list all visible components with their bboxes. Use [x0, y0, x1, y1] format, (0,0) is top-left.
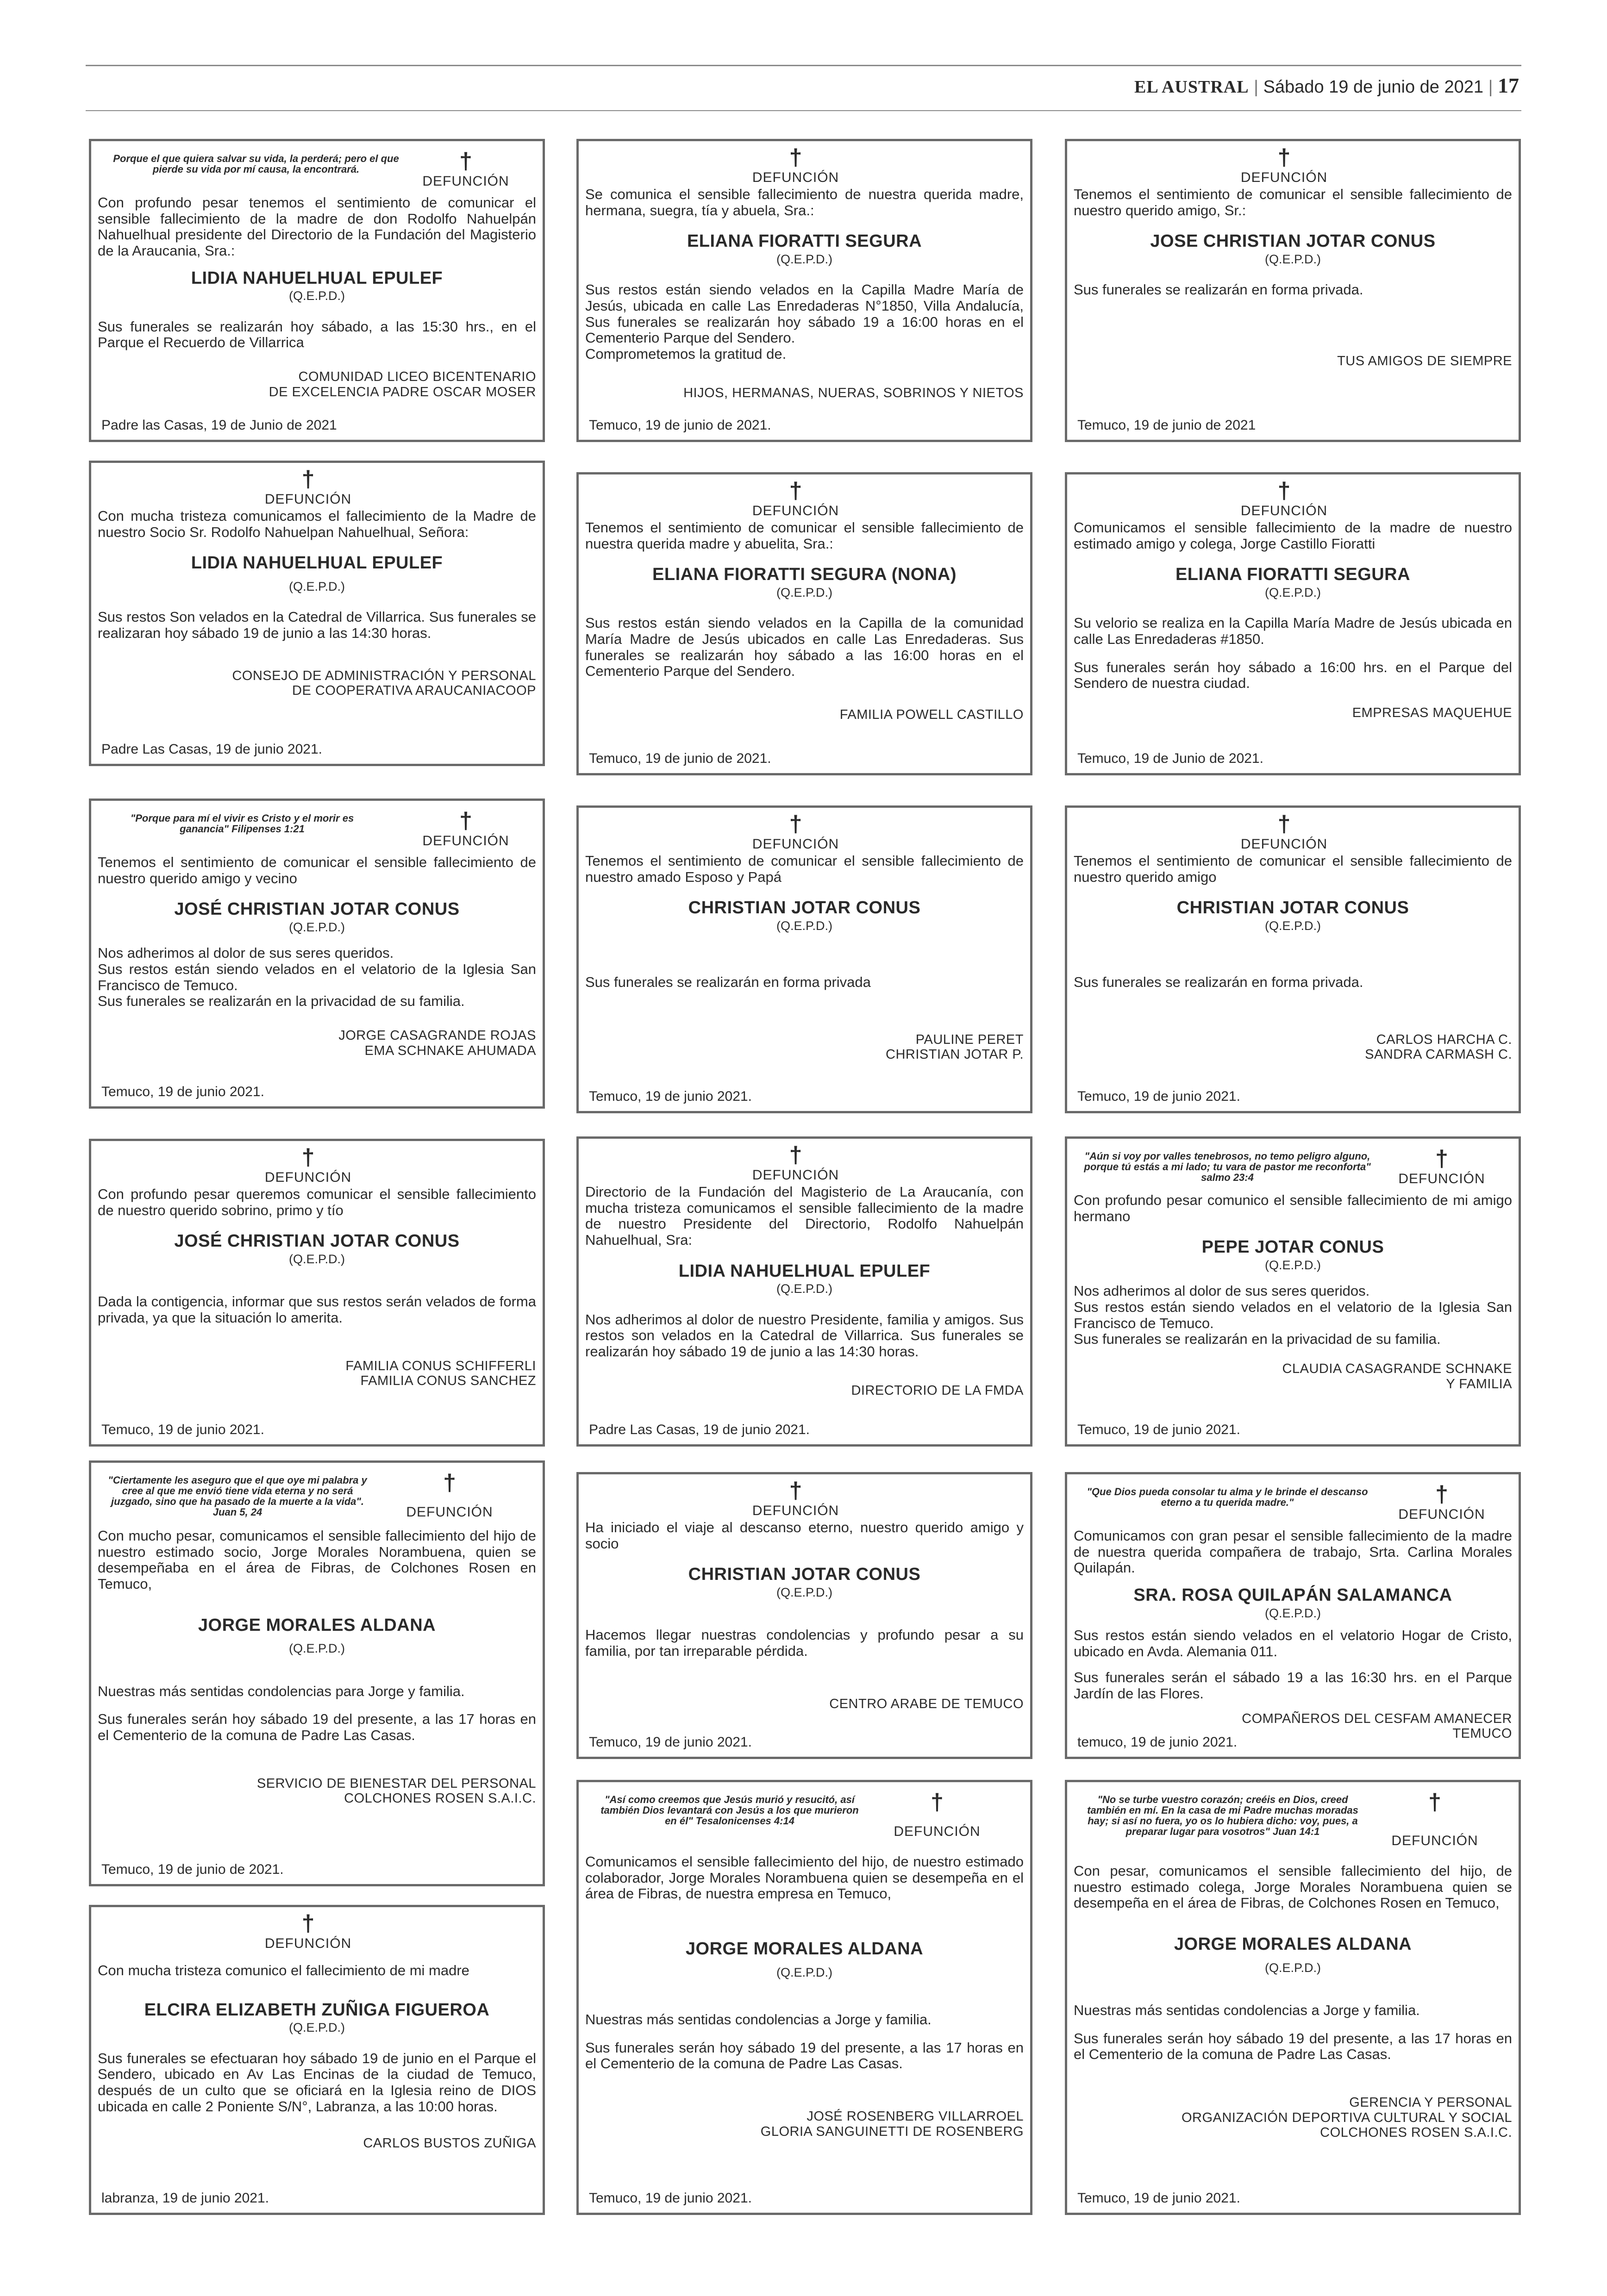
cross-icon: † — [1277, 811, 1291, 837]
signer-line: DE EXCELENCIA PADRE OSCAR MOSER — [269, 384, 536, 399]
cross-icon: † — [301, 466, 315, 492]
qepd-label: (Q.E.P.D.) — [776, 918, 833, 933]
notice-signers — [98, 668, 536, 699]
notice-body-2: Sus restos están siendo velados en el velatorio de la Iglesia San Francisco de Temuco. — [1074, 1298, 1512, 1331]
notice-intro: Comunicamos el sensible fallecimiento de la madre de nuestro estimado amigo y colega, Jorge Castillo Fioratti — [1074, 519, 1512, 552]
signer-line: JOSÉ ROSENBERG VILLARROEL — [807, 2109, 1024, 2124]
notice-date: Temuco, 19 de junio de 2021. — [589, 418, 771, 433]
signer-line: ORGANIZACIÓN DEPORTIVA CULTURAL Y SOCIAL — [1181, 2110, 1512, 2125]
cross-icon: † — [1277, 144, 1291, 170]
signer-line: EMA SCHNAKE AHUMADA — [364, 1043, 536, 1058]
notice-body: Nos adherimos al dolor de sus seres queridos. — [1074, 1283, 1370, 1299]
notice-card — [576, 1472, 1032, 1759]
deceased-name: PEPE JOTAR CONUS — [1201, 1237, 1384, 1257]
page-number: 17 — [1498, 74, 1519, 97]
cross-icon: † — [443, 1470, 456, 1496]
deceased-name: ELIANA FIORATTI SEGURA — [1175, 565, 1411, 585]
qepd-label: (Q.E.P.D.) — [1264, 252, 1321, 266]
signer-line: CONSEJO DE ADMINISTRACIÓN Y PERSONAL — [232, 668, 536, 683]
notice-header: DEFUNCIÓN — [406, 1504, 493, 1520]
notice-body-3: Sus funerales se realizarán en la privacidad de su familia. — [98, 993, 465, 1010]
signer-line: FAMILIA CONUS SCHIFFERLI — [345, 1358, 536, 1373]
deceased-name: ELCIRA ELIZABETH ZUÑIGA FIGUEROA — [144, 2000, 490, 2020]
notice-body: Sus restos están siendo velados en la Capilla Madre María de Jesús, ubicada en calle Las Enredaderas N°1850, Villa Andalucía, Sus funerales se realizarán hoy sábado 19 a 16:00 horas en el Cementerio Parque del Sendero. — [585, 281, 1024, 346]
notice-body-2: Sus funerales serán hoy sábado 19 del presente, a las 17 horas en el Cementerio de la comuna de Padre Las Casas. — [1074, 2030, 1512, 2063]
notice-signers — [1074, 2095, 1512, 2140]
notice-header: DEFUNCIÓN — [752, 503, 839, 518]
masthead: EL AUSTRAL | Sábado 19 de junio de 2021 | 17 — [1134, 74, 1519, 97]
notice-date: Temuco, 19 de Junio de 2021. — [1077, 751, 1263, 767]
cross-icon: † — [789, 1478, 802, 1504]
notice-header: DEFUNCIÓN — [264, 1170, 352, 1185]
notice-signers — [98, 1028, 536, 1058]
notice-signers — [1074, 705, 1512, 720]
qepd-label: (Q.E.P.D.) — [288, 1252, 345, 1266]
top-rule — [86, 65, 1521, 66]
qepd-label: (Q.E.P.D.) — [776, 1965, 833, 1979]
signer-line: TUS AMIGOS DE SIEMPRE — [1337, 353, 1512, 368]
deceased-name: LIDIA NAHUELHUAL EPULEF — [191, 268, 443, 288]
notice-header: DEFUNCIÓN — [264, 492, 352, 507]
notice-card — [576, 1136, 1032, 1447]
qepd-label: (Q.E.P.D.) — [1264, 585, 1321, 599]
cross-icon: † — [459, 148, 472, 174]
deceased-name: SRA. ROSA QUILAPÁN SALAMANCA — [1133, 1585, 1452, 1605]
notice-header: DEFUNCIÓN — [1398, 1171, 1485, 1186]
notice-signers — [98, 2136, 536, 2151]
notice-body-2: Sus funerales serán el sábado 19 a las 16:30 hrs. en el Parque Jardín de las Flores. — [1074, 1669, 1512, 1702]
notice-intro: Con mucho pesar, comunicamos el sensible fallecimiento del hijo de nuestro estimado socio, Jorge Morales Norambuena, quien se desempeñaba en el área de Fibras, de Colchones Rosen en Temuco, — [98, 1528, 536, 1592]
notice-card — [1065, 1780, 1521, 2215]
signer-line: JORGE CASAGRANDE ROJAS — [338, 1028, 536, 1043]
signer-line: COMPAÑEROS DEL CESFAM AMANECER — [1242, 1711, 1512, 1726]
notice-body-2: Sus funerales serán hoy sábado 19 del presente, a las 17 horas en el Cementerio de la comuna de Padre Las Casas. — [585, 2039, 1024, 2072]
notice-body: Sus funerales se realizarán en forma privada. — [1074, 281, 1363, 298]
cross-icon: † — [1435, 1481, 1448, 1507]
notice-card — [1065, 1472, 1521, 1759]
notice-intro: Con mucha tristeza comunico el fallecimiento de mi madre — [98, 1962, 469, 1978]
notice-body: Sus restos están siendo velados en la Capilla de la comunidad María Madre de Jesús ubicados en calle Las Enredaderas. Sus funerales se realizarán hoy sábado a las 16:00 horas en el Cementerio Parque del Sendero. — [585, 615, 1024, 680]
notice-header: DEFUNCIÓN — [752, 1503, 839, 1518]
notice-body-2: Comprometemos la gratitud de. — [585, 346, 787, 362]
notice-signers — [98, 1776, 536, 1806]
notice-body: Dada la contigencia, informar que sus restos serán velados de forma privada, ya que la situación lo amerita. — [98, 1293, 536, 1326]
notice-date: Padre Las Casas, 19 de junio 2021. — [589, 1422, 810, 1438]
deceased-name: JOSÉ CHRISTIAN JOTAR CONUS — [174, 1231, 460, 1251]
notice-date: temuco, 19 de junio 2021. — [1077, 1734, 1238, 1750]
notice-body-2: Sus funerales serán hoy sábado a 16:00 hrs. en el Parque del Sendero de nuestra ciudad. — [1074, 659, 1512, 692]
notice-date: Temuco, 19 de junio de 2021. — [101, 1862, 284, 1878]
signer-line: CENTRO ARABE DE TEMUCO — [829, 1696, 1024, 1711]
notice-header: DEFUNCIÓN — [264, 1936, 352, 1951]
qepd-label: (Q.E.P.D.) — [776, 585, 833, 599]
signer-line: HIJOS, HERMANAS, NUERAS, SOBRINOS Y NIETOS — [683, 385, 1024, 400]
notice-date: Temuco, 19 de junio 2021. — [1077, 1089, 1240, 1104]
notice-body: Nuestras más sentidas condolencias a Jorge y familia. — [1074, 2002, 1420, 2018]
signer-line: COLCHONES ROSEN S.A.I.C. — [344, 1791, 536, 1806]
deceased-name: JOSE CHRISTIAN JOTAR CONUS — [1150, 231, 1436, 251]
cross-icon: † — [789, 1142, 802, 1168]
notice-card — [89, 1460, 545, 1886]
notice-card — [576, 1780, 1032, 2215]
notice-card — [576, 472, 1032, 775]
notice-intro: Tenemos el sentimiento de comunicar el sensible fallecimiento de nuestro querido amigo, Sr.: — [1074, 186, 1512, 218]
notice-header: DEFUNCIÓN — [752, 836, 839, 852]
deceased-name: JORGE MORALES ALDANA — [685, 1939, 924, 1959]
notice-intro: Tenemos el sentimiento de comunicar el sensible fallecimiento de nuestra querida madre y abuelita, Sra.: — [585, 519, 1024, 552]
notice-body-2: Sus restos están siendo velados en el velatorio de la Iglesia San Francisco de Temuco. — [98, 961, 536, 993]
qepd-label: (Q.E.P.D.) — [288, 579, 345, 593]
qepd-label: (Q.E.P.D.) — [776, 1282, 833, 1296]
notice-body: Su velorio se realiza en la Capilla María Madre de Jesús ubicada en calle Las Enredaderas #1850. — [1074, 615, 1512, 647]
notice-date: Temuco, 19 de junio de 2021 — [1077, 418, 1256, 433]
cross-icon: † — [789, 144, 802, 170]
deceased-name: CHRISTIAN JOTAR CONUS — [688, 1565, 921, 1585]
cross-icon: † — [1435, 1146, 1448, 1172]
notice-intro: Tenemos el sentimiento de comunicar el sensible fallecimiento de nuestro querido amigo — [1074, 853, 1512, 885]
deceased-name: JORGE MORALES ALDANA — [1174, 1934, 1412, 1954]
notice-body-2: Sus funerales serán hoy sábado 19 del presente, a las 17 horas en el Cementerio de la comuna de Padre Las Casas. — [98, 1711, 536, 1744]
notice-header: DEFUNCIÓN — [1240, 170, 1328, 185]
cross-icon: † — [1277, 478, 1291, 504]
notice-signers — [1074, 1361, 1512, 1391]
signer-line: GLORIA SANGUINETTI DE ROSENBERG — [760, 2124, 1024, 2139]
notice-body: Sus funerales se efectuaran hoy sábado 19 de junio en el Parque el Sendero, ubicado en Av Las Encinas de la ciudad de Temuco, después de un culto que se oficiará en la Iglesia reino de DIOS ubicada en calle 2 Poniente S/N°, Labranza, a las 10:00 horas. — [98, 2050, 536, 2115]
notice-signers — [1074, 1032, 1512, 1062]
notice-body: Sus restos Son velados en la Catedral de Villarrica. Sus funerales se realizaran hoy sábado 19 de junio a las 14:30 horas. — [98, 609, 536, 641]
notice-card — [89, 1905, 545, 2215]
signer-line: FAMILIA POWELL CASTILLO — [839, 707, 1024, 723]
notice-date: Temuco, 19 de junio 2021. — [589, 1734, 752, 1750]
cross-icon: † — [789, 478, 802, 504]
notice-signers — [98, 369, 536, 399]
signer-line: CHRISTIAN JOTAR P. — [886, 1047, 1024, 1062]
newspaper-name: EL AUSTRAL — [1134, 77, 1249, 97]
signer-line: Y FAMILIA — [1446, 1376, 1512, 1391]
notice-signers — [585, 1697, 1024, 1711]
notice-body-3: Sus funerales se realizarán en la privacidad de su familia. — [1074, 1331, 1441, 1348]
notice-signers — [585, 707, 1024, 722]
signer-line: DE COOPERATIVA ARAUCANIACOOP — [292, 683, 536, 699]
notice-date: Temuco, 19 de junio 2021. — [1077, 2190, 1240, 2206]
notice-header: DEFUNCIÓN — [894, 1824, 981, 1839]
notice-date: Temuco, 19 de junio de 2021. — [589, 751, 771, 767]
notice-card — [89, 1139, 545, 1447]
notice-signers — [1074, 354, 1512, 368]
cross-icon: † — [931, 1789, 944, 1815]
notice-card — [1065, 805, 1521, 1113]
signer-line: FAMILIA CONUS SANCHEZ — [360, 1373, 536, 1389]
notice-intro: Ha iniciado el viaje al descanso eterno, nuestro querido amigo y socio — [585, 1519, 1024, 1552]
notice-date: Temuco, 19 de junio 2021. — [1077, 1422, 1240, 1438]
notice-signers — [585, 1032, 1024, 1062]
signer-line: CARLOS BUSTOS ZUÑIGA — [363, 2136, 536, 2151]
notice-signers — [585, 2109, 1024, 2139]
deceased-name: ELIANA FIORATTI SEGURA (NONA) — [652, 565, 957, 585]
notice-body: Nos adherimos al dolor de sus seres queridos. — [98, 945, 394, 961]
cross-icon: † — [789, 811, 802, 837]
notice-card — [1065, 139, 1521, 442]
notice-card — [89, 461, 545, 766]
signer-line: COMUNIDAD LICEO BICENTENARIO — [298, 369, 536, 385]
notice-intro: Con profundo pesar comunico el sensible fallecimiento de mi amigo hermano — [1074, 1192, 1512, 1224]
cross-icon: † — [459, 808, 472, 834]
notice-header: DEFUNCIÓN — [752, 170, 839, 185]
issue-date: Sábado 19 de junio de 2021 — [1263, 77, 1483, 97]
deceased-name: LIDIA NAHUELHUAL EPULEF — [678, 1261, 931, 1281]
notice-date: Temuco, 19 de junio 2021. — [101, 1084, 264, 1100]
notice-card — [576, 139, 1032, 442]
notice-header: DEFUNCIÓN — [1398, 1507, 1485, 1522]
signer-line: COLCHONES ROSEN S.A.I.C. — [1320, 2125, 1512, 2140]
signer-line: TEMUCO — [1452, 1726, 1512, 1741]
notice-date: Temuco, 19 de junio 2021. — [589, 1089, 752, 1104]
signer-line: GERENCIA Y PERSONAL — [1349, 2095, 1512, 2110]
masthead-rule — [86, 110, 1521, 111]
deceased-name: ELIANA FIORATTI SEGURA — [687, 231, 922, 251]
notice-date: Temuco, 19 de junio 2021. — [101, 1422, 264, 1438]
qepd-label: (Q.E.P.D.) — [288, 289, 345, 303]
notice-body: Nuestras más sentidas condolencias a Jorge y familia. — [585, 2011, 932, 2028]
bible-quote: "Que Dios pueda consolar tu alma y le brinde el descanso eterno a tu querida madre." — [1087, 1486, 1368, 1509]
cross-icon: † — [301, 1144, 315, 1170]
notice-signers — [585, 1383, 1024, 1398]
notice-intro: Tenemos el sentimiento de comunicar el sensible fallecimiento de nuestro querido amigo y vecino — [98, 854, 536, 886]
notice-header: DEFUNCIÓN — [1391, 1833, 1478, 1848]
signer-line: EMPRESAS MAQUEHUE — [1352, 705, 1512, 721]
notice-date: Temuco, 19 de junio 2021. — [589, 2190, 752, 2206]
notice-header: DEFUNCIÓN — [1240, 503, 1328, 518]
signer-line: CLAUDIA CASAGRANDE SCHNAKE — [1282, 1361, 1512, 1377]
qepd-label: (Q.E.P.D.) — [1264, 1960, 1321, 1975]
qepd-label: (Q.E.P.D.) — [1264, 1258, 1321, 1272]
notice-signers — [98, 1359, 536, 1389]
notice-intro: Se comunica el sensible fallecimiento de nuestra querida madre, hermana, suegra, tía y abuela, Sra.: — [585, 186, 1024, 218]
bible-quote: "Porque para mí el vivir es Cristo y el morir es ganancia" Filipenses 1:21 — [130, 812, 354, 835]
notice-intro: Comunicamos el sensible fallecimiento del hijo, de nuestro estimado colaborador, Jorge Morales Norambuena quien se desempeña en el área de Fibras, de nuestra empresa en Temuco, — [585, 1853, 1024, 1902]
signer-line: SERVICIO DE BIENESTAR DEL PERSONAL — [256, 1776, 536, 1791]
notice-signers — [585, 386, 1024, 400]
notice-intro: Con profundo pesar queremos comunicar el sensible fallecimiento de nuestro querido sobrino, primo y tío — [98, 1186, 536, 1218]
bible-quote: "Ciertamente les aseguro que el que oye mi palabra y cree al que me envió tiene vida eterna y no será juzgado, sino que ha pasado de la muerte a la vida". Juan 5, 24 — [108, 1474, 367, 1518]
qepd-label: (Q.E.P.D.) — [776, 1585, 833, 1599]
signer-line: PAULINE PERET — [915, 1032, 1024, 1047]
notice-card — [1065, 1136, 1521, 1447]
notice-header: DEFUNCIÓN — [1240, 836, 1328, 852]
deceased-name: JORGE MORALES ALDANA — [198, 1615, 436, 1635]
notice-intro: Tenemos el sentimiento de comunicar el sensible fallecimiento de nuestro amado Esposo y Papá — [585, 853, 1024, 885]
deceased-name: LIDIA NAHUELHUAL EPULEF — [191, 553, 443, 573]
deceased-name: CHRISTIAN JOTAR CONUS — [1176, 898, 1409, 918]
notice-intro: Con mucha tristeza comunicamos el fallecimiento de la Madre de nuestro Socio Sr. Rodolfo Nahuelpan Nahuelhual, Señora: — [98, 508, 536, 540]
notice-intro: Con pesar, comunicamos el sensible fallecimiento del hijo, de nuestro estimado colega, Jorge Morales Norambuena quien se desempeña en el área de Fibras, de Colchones Rosen en Temuco, — [1074, 1863, 1512, 1911]
notice-body: Hacemos llegar nuestras condolencias y profundo pesar a su familia, por tan irreparable pérdida. — [585, 1627, 1024, 1659]
bible-quote: "Así como creemos que Jesús murió y resucitó, así también Dios levantará con Jesús a los que murieron en él" Tesalonicenses 4:14 — [600, 1794, 859, 1827]
deceased-name: JOSÉ CHRISTIAN JOTAR CONUS — [174, 899, 460, 919]
notice-card — [1065, 472, 1521, 775]
notice-body: Nuestras más sentidas condolencias para Jorge y familia. — [98, 1683, 465, 1699]
notice-date: Padre Las Casas, 19 de junio 2021. — [101, 742, 322, 757]
notice-date: labranza, 19 de junio 2021. — [101, 2190, 269, 2206]
bible-quote: "No se turbe vuestro corazón; creéis en Dios, creed también en mí. En la casa de mi Padre muchas moradas hay; si así no fuera, yo os lo hubiera dicho: voy, pues, a preparar lugar para vosotros" Juan 14:1 — [1087, 1794, 1358, 1838]
cross-icon: † — [301, 1910, 315, 1936]
notice-date: Padre las Casas, 19 de Junio de 2021 — [101, 418, 337, 433]
deceased-name: CHRISTIAN JOTAR CONUS — [688, 898, 921, 918]
qepd-label: (Q.E.P.D.) — [288, 920, 345, 934]
cross-icon: † — [1428, 1789, 1441, 1815]
bible-quote: "Aún si voy por valles tenebrosos, no temo peligro alguno, porque tú estás a mi lado; tu vara de pastor me reconforta" salmo 23:4 — [1084, 1150, 1371, 1184]
signer-line: DIRECTORIO DE LA FMDA — [851, 1383, 1024, 1398]
notice-body: Sus funerales se realizarán en forma privada — [585, 974, 871, 991]
notice-intro: Comunicamos con gran pesar el sensible fallecimiento de la madre de nuestra querida compañera de trabajo, Srta. Carlina Morales Quilapán. — [1074, 1528, 1512, 1576]
notice-card — [89, 799, 545, 1109]
notice-header: DEFUNCIÓN — [422, 174, 509, 189]
notice-body: Sus restos están siendo velados en el velatorio Hogar de Cristo, ubicado en Avda. Alemania 011. — [1074, 1627, 1512, 1660]
qepd-label: (Q.E.P.D.) — [288, 2021, 345, 2035]
notice-intro: Con profundo pesar tenemos el sentimiento de comunicar el sensible fallecimiento de la madre de don Rodolfo Nahuelpán Nahuelhual presidente del Directorio de la Fundación del Magisterio de la Araucania, Sra.: — [98, 194, 536, 259]
notice-card — [576, 805, 1032, 1113]
bible-quote: Porque el que quiera salvar su vida, la perderá; pero el que pierde su vida por mí causa, la encontrará. — [113, 153, 399, 175]
notice-header: DEFUNCIÓN — [752, 1167, 839, 1183]
qepd-label: (Q.E.P.D.) — [776, 252, 833, 266]
notice-header: DEFUNCIÓN — [422, 833, 509, 849]
notice-body: Nos adherimos al dolor de nuestro Presidente, familia y amigos. Sus restos son velados en la Catedral de Villarrica. Sus funerales se realizarán hoy sábado 19 de junio a las 14:30 horas. — [585, 1311, 1024, 1360]
notice-body: Sus funerales se realizarán en forma privada. — [1074, 974, 1363, 991]
qepd-label: (Q.E.P.D.) — [1264, 918, 1321, 933]
notice-body: Sus funerales se realizarán hoy sábado, a las 15:30 hrs., en el Parque el Recuerdo de Villarrica — [98, 318, 536, 351]
notice-card — [89, 139, 545, 442]
signer-line: SANDRA CARMASH C. — [1365, 1047, 1512, 1062]
signer-line: CARLOS HARCHA C. — [1376, 1032, 1512, 1047]
qepd-label: (Q.E.P.D.) — [1264, 1606, 1321, 1620]
qepd-label: (Q.E.P.D.) — [288, 1641, 345, 1656]
notice-intro: Directorio de la Fundación del Magisterio de La Araucanía, con mucha tristeza comunicamos el sensible fallecimiento de la madre de nuestro Presidente del Directorio, Rodolfo Nahuelpán Nahuelhual, Sra: — [585, 1184, 1024, 1248]
